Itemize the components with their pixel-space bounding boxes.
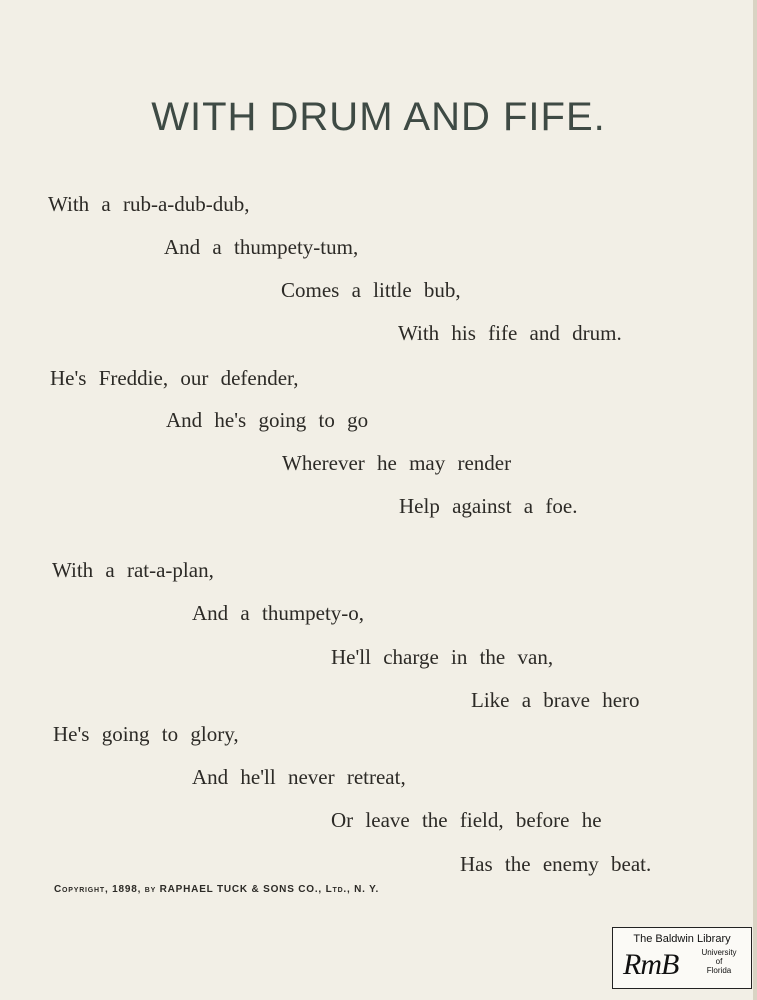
stamp-sub-line: Florida [706,966,732,975]
poem-line: Help against a foe. [399,494,578,518]
poem-line: With a rub-a-dub-dub, [48,192,250,216]
page-edge [753,0,757,1000]
poem-line: He's going to glory, [53,722,239,746]
poem-line: He's Freddie, our defender, [50,366,299,390]
poem-line: Has the enemy beat. [460,852,652,876]
stamp-university [693,948,745,975]
poem-line: And he's going to go [166,408,369,432]
poem-line: He'll charge in the van, [331,645,554,669]
poem-line: And he'll never retreat, [192,765,406,789]
stamp-monogram: RmB [623,948,679,981]
poem-line: Or leave the field, before he [331,808,602,832]
stamp-sub-line: of [715,957,723,966]
poem-line: Comes a little bub, [281,278,461,302]
poem-line: Like a brave hero [471,688,640,712]
copyright-notice: Copyright, 1898, by RAPHAEL TUCK & SONS CO., Ltd., N. Y. [54,884,380,895]
poem-line: With a rat-a-plan, [52,558,214,582]
poem-title: WITH DRUM AND FIFE. [151,95,606,139]
library-stamp [612,927,752,989]
stamp-title: The Baldwin Library [633,933,731,945]
poem-line: With his fife and drum. [398,321,622,345]
poem-line: And a thumpety-o, [192,601,365,625]
poem-line: And a thumpety-tum, [164,235,359,259]
poem-line: Wherever he may render [282,451,512,475]
stamp-sub-line: University [701,948,737,957]
